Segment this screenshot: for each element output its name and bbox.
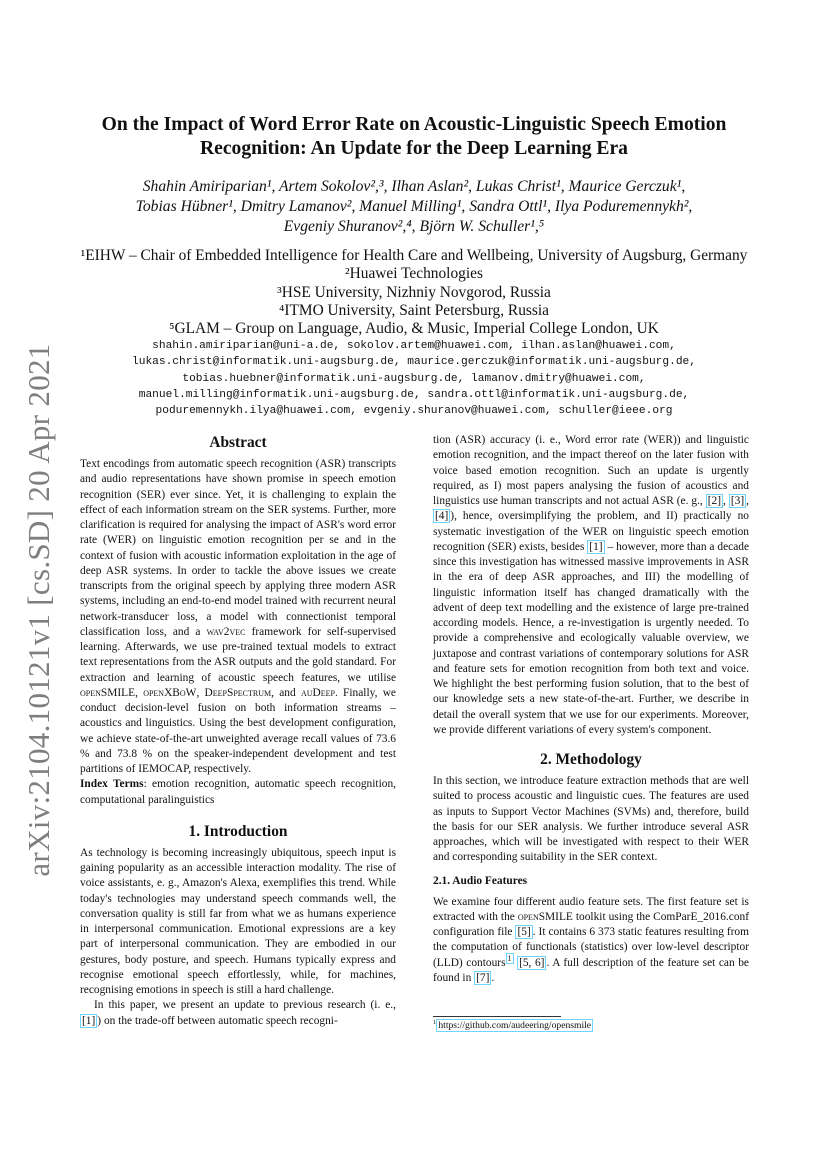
email-list xyxy=(70,338,758,419)
index-terms-label: Index Terms xyxy=(80,778,144,791)
citation-link[interactable]: [5] xyxy=(517,926,531,938)
abstract-tool-name: wav2vec xyxy=(206,625,246,638)
abstract-separator: , and xyxy=(271,686,301,699)
intro-text-part: ) on the trade-off between automatic speech recogni- xyxy=(97,1014,338,1027)
email-line: poduremennykh.ilya@huawei.com, evgeniy.shuranov@huawei.com, schuller@ieee.org xyxy=(155,405,673,418)
abstract-tool-name: openXBoW xyxy=(143,686,197,699)
audio-text-part: toolkit using the ComParE_2016.conf configuration file xyxy=(433,910,749,938)
footnote-rule xyxy=(433,1016,561,1017)
affiliation: ³HSE University, Nizhniy Novgorod, Russia xyxy=(277,283,551,301)
footnote-number: 1 xyxy=(433,1018,437,1026)
intro-heading: 1. Introduction xyxy=(188,822,288,840)
left-column xyxy=(80,433,396,1029)
audio-text-part: We examine four different audio feature sets. The first feature set is extracted with the xyxy=(433,895,749,923)
email-line: manuel.milling@informatik.uni-augsburg.de, sandra.ottl@informatik.uni-augsburg.de, xyxy=(138,388,690,401)
affiliation: ²Huawei Technologies xyxy=(345,265,483,283)
email-line: tobias.huebner@informatik.uni-augsburg.de, lamanov.dmitry@huawei.com, xyxy=(182,372,646,385)
footnote-url-link[interactable]: https://github.com/audeering/opensmile xyxy=(438,1020,592,1031)
separator: , xyxy=(746,495,749,507)
affiliation: ⁵GLAM – Group on Language, Audio, & Music, Imperial College London, UK xyxy=(169,320,659,338)
arxiv-id: arXiv:2104.10121v1 [cs.SD] 20 Apr 2021 xyxy=(21,343,56,877)
abstract-heading: Abstract xyxy=(209,434,267,451)
abstract-text-part: Text encodings from automatic speech recognition (ASR) transcripts and audio representations have shown promise in speech emotion recognition (SER) ever since. Yet, it is challenging to explain the effect of each information stream on the SER systems. Further, more clarification is required for analysing the impact of ASR's word error rate (WER) on linguistic emotion recognition per se and in the context of fusion with acoustic information exploitation in the age of deep ASR systems. In order to tackle the above issues we create transcripts from the original speech by applying three modern ASR systems, including an end-to-end model trained with recurrent neural network-transducer loss, a model with connectionist temporal classification loss, and a xyxy=(80,458,396,638)
abstract-text xyxy=(80,457,396,777)
abstract-tool-name: auDeep xyxy=(300,686,335,699)
intro-text-part: ), hence, oversimplifying the problem, and II) practically no systematic investigation of the WER on linguistic speech emotion recognition (SER) exists, besides xyxy=(433,510,749,553)
email-line: lukas.christ@informatik.uni-augsburg.de, maurice.gerczuk@informatik.uni-augsburg.de, xyxy=(132,356,696,369)
audio-text-part: . xyxy=(491,971,495,984)
abstract-separator: , xyxy=(196,686,205,699)
abstract-tool-name: DeepSpectrum xyxy=(204,686,272,699)
right-column xyxy=(433,433,749,986)
audio-tool-name: openSMILE xyxy=(517,910,573,923)
index-terms-text: : emotion recognition, automatic speech recognition, computational paralinguistics xyxy=(80,778,396,806)
citation-link[interactable]: [1] xyxy=(82,1014,96,1027)
author-line: Shahin Amiriparian¹, Artem Sokolov²,³, Ilhan Aslan², Lukas Christ¹, Maurice Gerczuk¹, xyxy=(142,178,686,195)
intro-continuation xyxy=(433,433,749,738)
intro-text-part: tion (ASR) accuracy (i. e., Word error rate (WER)) and linguistic emotion recognition, and the impact thereof on the later fusion with voice based emotion recognition. Such an update is urgently required, as I) most papers analysing the fusion of acoustics and linguistics use human transcripts and not actual ASR (e. g., xyxy=(433,434,749,507)
audio-text-part: . It contains 6 373 static features resulting from the computation of functionals (statistics) over low-level descriptor (LLD) contours xyxy=(433,926,749,969)
author-line: Evgeniy Shuranov²,⁴, Björn W. Schuller¹,⁵ xyxy=(283,218,545,235)
audio-features-paragraph xyxy=(433,895,749,987)
paper-title xyxy=(80,113,748,161)
footnote-mark[interactable]: 1 xyxy=(507,953,512,963)
abstract-separator: , xyxy=(135,686,144,699)
separator: , xyxy=(723,495,729,507)
citation-link[interactable]: [7] xyxy=(476,971,490,984)
citation-link[interactable]: [3] xyxy=(730,495,745,507)
title-line: Recognition: An Update for the Deep Learning Era xyxy=(200,138,628,159)
abstract-tool-name: openSMILE xyxy=(80,686,136,699)
arxiv-watermark xyxy=(14,343,64,877)
affiliation: ¹EIHW – Chair of Embedded Intelligence for Health Care and Wellbeing, University of Augsburg, Germany xyxy=(80,247,748,264)
intro-paragraph: As technology is becoming increasingly ubiquitous, speech input is gaining popularity as an accessible interaction modality. The rise of voice assistants, e. g., Amazon's Alexa, exemplifies this trend. While today's technologies may understand speech commands well, the conversation quality is still far from what we as humans experience in interpersonal communication. Emotional expressions are a key part of interpersonal communication. They are embodied in our gestures, body posture, and speech. Humans typically express and recognise emotional speech effortlessly, while, for machines, recognising emotions in speech is still a hard challenge. xyxy=(80,846,396,996)
citation-link[interactable]: [1] xyxy=(589,540,603,553)
affiliation: ⁴ITMO University, Saint Petersburg, Russia xyxy=(279,301,549,319)
intro-text-part: – however, more than a decade since this investigation has witnessed massive improvements in ASR in the era of deep ASR approaches, and III) the modelling of linguistic information itself has changed dramatically with the advent of deep text modelling and the existence of large pre-trained according models. Hence, a re-investigation is urgently needed. To provide a comprehensive and ecologically valuable overview, we juxtapose and contrast variations of contemporary solutions for ASR and feature sets for emotion recognition from both text and voice. We highlight the best performing fusion solution, that to the best of our knowledge sets a new state-of-the-art. Further, we describe in detail the overall system that we use for our experiments. Moreover, we provide different variations of every system's component. xyxy=(433,540,749,736)
audio-features-heading: 2.1. Audio Features xyxy=(433,874,528,887)
author-line: Tobias Hübner¹, Dmitry Lamanov², Manuel Milling¹, Sandra Ottl¹, Ilya Poduremennykh², xyxy=(135,198,693,215)
citation-link[interactable]: [5, 6] xyxy=(519,956,545,969)
email-line: shahin.amiriparian@uni-a.de, sokolov.artem@huawei.com, ilhan.aslan@huawei.com, xyxy=(152,340,676,352)
citation-link[interactable]: [4] xyxy=(435,510,449,523)
intro-paragraph xyxy=(80,998,396,1029)
abstract-text-part: framework for self-supervised learning. Afterwards, we use pre-trained textual models to extract text representations from the ASR outputs and the gold standard. For extraction and learning of acoustic speech features, we utilise xyxy=(80,625,397,684)
methodology-paragraph: In this section, we introduce feature extraction methods that are well suited to process acoustic and linguistic cues. The features are used as inputs to Support Vector Machines (SVMs) and, therefore, build the basis for our SER analysis. We further introduce several ASR approaches, which will be investigated with respect to their WER and corresponding suitability in the SER context. xyxy=(433,775,749,864)
intro-text-part: In this paper, we present an update to previous research (i. e., xyxy=(94,999,396,1012)
index-terms xyxy=(80,777,396,808)
title-line: On the Impact of Word Error Rate on Acoustic-Linguistic Speech Emotion xyxy=(101,114,727,135)
abstract-text-part: . Finally, we conduct decision-level fusion on both information streams – acoustics and linguistics. Using the best development configuration, we achieve state-of-the-art unweighted average recall values of 73.6 % and 73.8 % on the speaker-independent development and test partitions of IEMOCAP, respectively. xyxy=(80,686,396,775)
citation-link[interactable]: [2] xyxy=(707,495,722,507)
affiliation-list xyxy=(60,247,768,338)
author-list xyxy=(80,177,748,237)
methodology-heading: 2. Methodology xyxy=(540,751,642,768)
audio-text-part: . A full description of the feature set can be found in xyxy=(433,956,749,984)
footnote xyxy=(433,1020,593,1031)
